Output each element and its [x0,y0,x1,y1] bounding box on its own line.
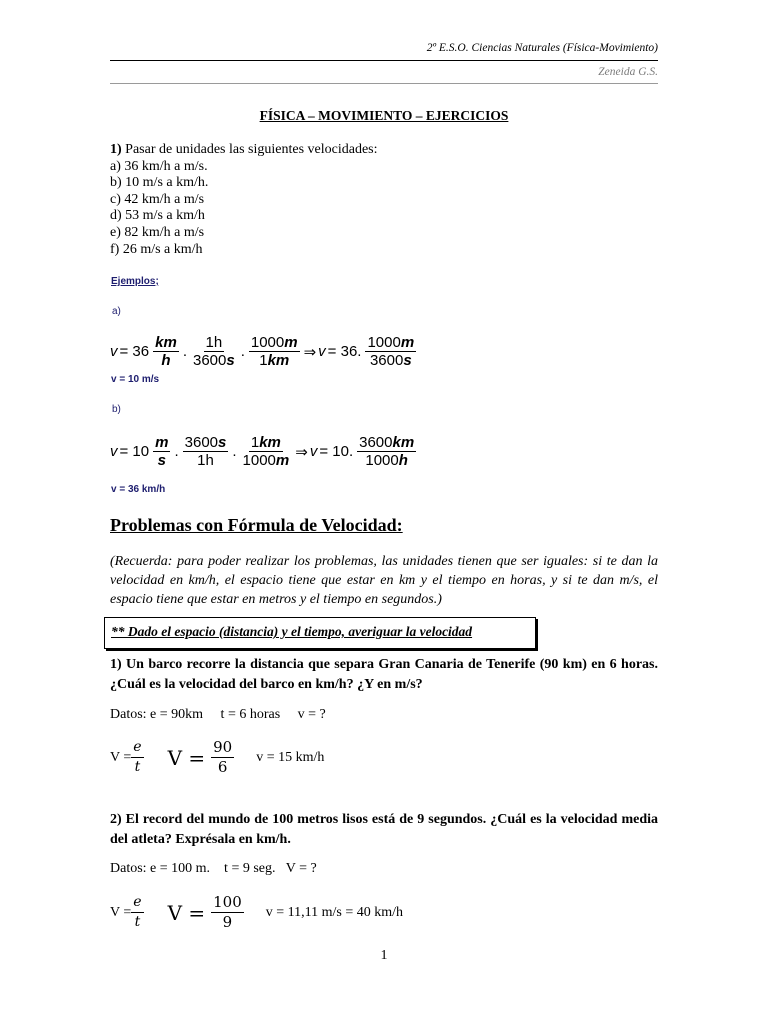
boxed-heading-text: ** Dado el espacio (distancia) y el tiempo, averiguar la velocidad [111,624,473,639]
problem-2-symbolic-fraction [131,893,143,932]
problem-1-symbolic-fraction [131,738,143,777]
formula-a-lhs: v [110,343,118,360]
implies-arrow-icon: ⇒ [295,443,308,461]
page-title: FÍSICA – MOVIMIENTO – EJERCICIOS [259,108,509,123]
formula-a-fraction-1 [153,334,179,369]
exercise-1-prompt-text: Pasar de unidades las siguientes velocidades: [121,142,378,157]
example-b-label: b) [112,404,121,415]
header-divider-2 [110,83,658,84]
problem-2-sym-num: e [131,893,143,913]
problem-2-numeric-fraction [211,893,244,932]
problem-1-sym-num: e [131,738,143,758]
page-number: 1 [380,948,388,963]
formula-a-f3-num: 1000m [250,334,298,351]
formula-b-eq: = 10 [119,443,150,460]
formula-a-f4-den: 3600s [369,352,412,369]
formula-b-f2-num: 3600s [184,434,227,451]
formula-b-f2-den: 1h [197,452,214,469]
problem-2-solution [110,893,403,932]
problem-2-v-label: V = [110,904,132,920]
formula-a-lhs-2: v [318,343,326,360]
problem-2-result: v = 11,11 m/s = 40 km/h [265,904,404,920]
formula-example-a: v = 36 $\frac{km}{h}$ . $\frac{1h}{3600s}$ . $\frac{1000m}{1km}$ ⇒ v = 36. $\frac{1000m}{3600s}$ [110,334,415,369]
formula-b-eq-2: = 10. [319,443,354,460]
formula-b-lhs-2: v [309,443,318,460]
formula-a-fraction-4 [365,334,416,369]
problem-1-numeric-fraction [211,738,234,777]
problem-2-V: V = [167,900,206,925]
formula-a-f4-num: 1000m [367,334,415,351]
exercise-1-item-d: d) 53 m/s a km/h [110,208,205,224]
problem-2-num: 100 [213,893,242,911]
exercise-1-number: 1) [110,142,122,157]
formula-b-fraction-3 [241,434,292,469]
reminder-note: (Recuerda: para poder realizar los problemas, las unidades tienen que ser iguales: si te dan la velocidad en km/h, el espacio tiene que estar en km y el tiempo en horas, y si te dan m/s, el espacio tiene que estar en metros y el tiempo en segundos.) [110,554,658,607]
formula-a-eq: = 36 [119,343,150,360]
exercise-1-item-f: f) 26 m/s a km/h [110,241,203,257]
formula-b-f4-num: 3600km [359,434,415,451]
exercise-1-prompt [110,142,378,159]
formula-a-f2-den: 3600s [192,352,235,369]
formula-a-eq-2: = 36. [327,343,362,360]
problem-1-num: 90 [213,738,233,756]
problem-1-den: 6 [217,758,228,776]
header-author: Zeneida G.S. [598,66,658,78]
formula-b-fraction-2 [183,434,229,469]
formula-b-fraction-1 [153,434,170,469]
problem-2-datos: Datos: e = 100 m. t = 9 seg. V = ? [110,861,317,876]
header-divider [110,60,658,61]
problem-2-sym-den: t [134,914,141,930]
header-course: 2º E.S.O. Ciencias Naturales (Física-Movimiento) [426,42,658,54]
problem-1-V: V = [167,745,206,770]
problem-1-statement: 1) Un barco recorre la distancia que separa Gran Canaria de Tenerife (90 km) en 6 horas. ¿Cuál es la velocidad del barco en km/h? ¿Y en m/s? [110,657,658,692]
problem-1-solution [110,738,324,777]
formula-b-fraction-4 [357,434,416,469]
problem-1-sym-den: t [134,759,141,775]
formula-a-f2-num: 1h [205,334,223,351]
section-title: Problemas con Fórmula de Velocidad: [110,515,403,535]
formula-a-fraction-2 [191,334,237,369]
formula-b-f1-den: s [157,452,166,469]
problem-1-datos: Datos: e = 90km t = 6 horas v = ? [110,707,326,722]
formula-b-f3-num: 1km [250,434,281,451]
problem-2-den: 9 [222,913,233,931]
formula-a-fraction-3 [249,334,300,369]
problem-1-result: v = 15 km/h [256,749,325,765]
exercise-1 [110,142,378,258]
formula-b-f1-num: m [155,434,169,451]
example-a-label: a) [112,306,121,317]
formula-a-f1-num: km [155,334,177,351]
exercise-1-item-c: c) 42 km/h a m/s [110,191,205,207]
boxed-heading [104,617,536,649]
exercise-1-item-b: b) 10 m/s a km/h. [110,175,209,191]
formula-b-f4-den: 1000h [365,452,408,469]
problem-2-statement: 2) El record del mundo de 100 metros lisos está de 9 segundos. ¿Cuál es la velocidad media del atleta? Exprésala en km/h. [110,812,658,847]
formula-a-f3-den: 1km [259,352,290,369]
example-b-result: v = 36 km/h [111,484,166,495]
examples-label: Ejemplos; [111,276,159,287]
formula-b-lhs: v [110,443,118,460]
problem-1-v-label: V = [110,749,132,765]
implies-arrow-icon: ⇒ [303,343,317,361]
formula-example-b: v = 10 $\frac{m}{s}$ . $\frac{3600s}{1h}$ . $\frac{1km}{1000m}$ ⇒ v = 10. $\frac{3600km}{1000h}$ [110,434,415,469]
example-a-result: v = 10 m/s [111,374,160,385]
exercise-1-item-a: a) 36 km/h a m/s. [110,158,208,174]
formula-b-f3-den: 1000m [242,452,290,469]
formula-a-f1-den: h [161,352,171,369]
exercise-1-item-e: e) 82 km/h a m/s [110,224,205,240]
